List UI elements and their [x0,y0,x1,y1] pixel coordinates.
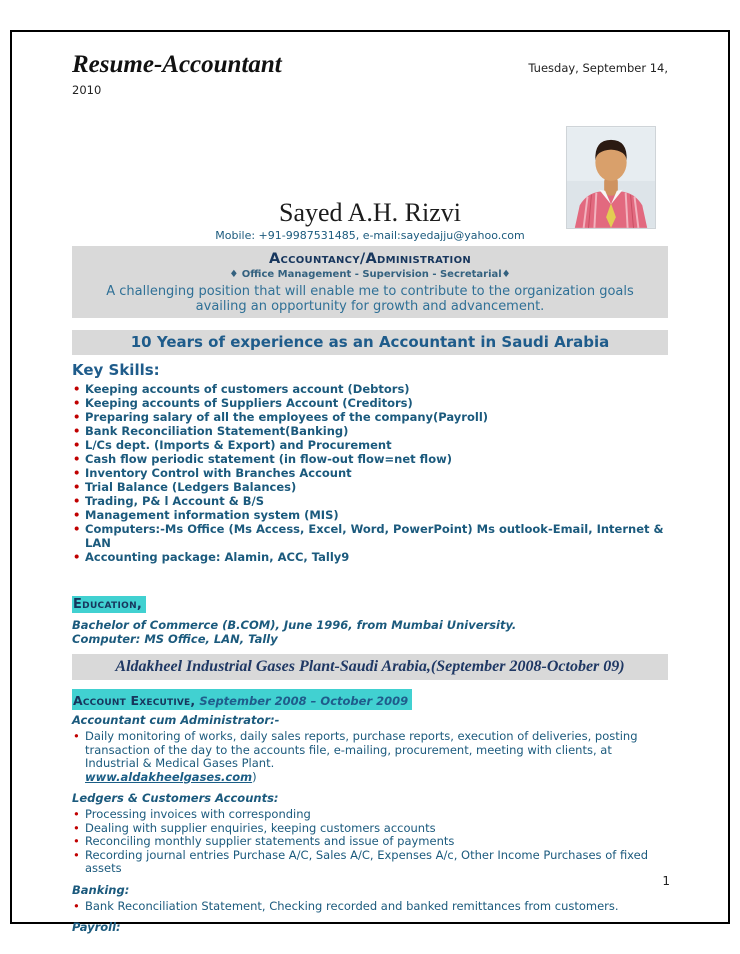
role-period: September 2008 – October 2009 [195,694,409,708]
portrait-illustration [567,127,655,228]
employer-banner: Aldakheel Industrial Gases Plant-Saudi Arabia,(September 2008-October 09) [72,654,668,680]
objective-title: Accountancy/Administration [268,251,472,267]
link-suffix: ) [252,769,257,784]
ledger-item: • Processing invoices with corresponding [72,808,668,822]
duty-item [72,730,668,784]
contact-line: Mobile: +91-9987531485, e-mail:sayedajju@yahoo.com [215,229,525,242]
print-date: Tuesday, September 14, [528,61,668,75]
objective-box [72,246,668,318]
skill-item: • Cash flow periodic statement (in flow-out flow=net flow) [72,452,668,466]
skill-item: • Keeping accounts of customers account (Debtors) [72,382,668,396]
ledger-item: • Recording journal entries Purchase A/C, Sales A/C, Expenses A/c, Other Income Purchases of fixed assets [72,849,668,876]
aldakheelgases-link[interactable]: www.aldakheelgases.com [85,769,253,784]
ledgers-heading: Ledgers & Customers Accounts: [72,791,279,805]
ledger-item: • Dealing with supplier enquiries, keeping customers accounts [72,822,668,836]
skill-item: • Inventory Control with Branches Account [72,466,668,480]
skill-item: • Trading, P& l Account & B/S [72,494,668,508]
role-heading [72,691,668,710]
objective-subtitle: ♦ Office Management - Supervision - Secretarial♦ [229,269,511,280]
skill-item: • Accounting package: Alamin, ACC, Tally9 [72,550,668,564]
payroll-heading: Payroll: [72,920,121,934]
duty-text: Daily monitoring of works, daily sales reports, purchase reports, execution of deliveries, posting transaction of the day to the accounts file, e-mailing, procurement, meeting with clients, at Industrial & Medical Gases Plant. [85,729,638,770]
objective-text: A challenging position that will enable me to contribute to the organization goals availing an opportunity for growth and advancement. [106,284,634,314]
banking-list [72,900,668,914]
skill-item: • Management information system (MIS) [72,508,668,522]
education-heading: Education, [72,596,146,613]
key-skills-list [72,382,668,564]
candidate-name: Sayed A.H. Rizvi [279,198,461,227]
skill-item: • Keeping accounts of Suppliers Account (Creditors) [72,396,668,410]
print-date-year: 2010 [72,83,102,97]
role-title: Account Executive, [73,693,196,708]
skill-item: • Preparing salary of all the employees of the company(Payroll) [72,410,668,424]
profile-photo [566,126,656,229]
role-duties-list [72,730,668,784]
banking-item: • Bank Reconciliation Statement, Checking recorded and banked remittances from customers. [72,900,668,914]
banking-heading: Banking: [72,882,130,897]
skill-item: • Bank Reconciliation Statement(Banking) [72,424,668,438]
page-number: 1 [662,874,670,888]
ledgers-list [72,808,668,876]
experience-banner: 10 Years of experience as an Accountant in Saudi Arabia [72,330,668,355]
skill-item: • L/Cs dept. (Imports & Export) and Procurement [72,438,668,452]
skill-item: • Computers:-Ms Office (Ms Access, Excel, Word, PowerPoint) Ms outlook-Email, Internet & LAN [72,522,668,550]
education-degree: Bachelor of Commerce (B.COM), June 1996, from Mumbai University. [72,618,517,632]
education-computer: Computer: MS Office, LAN, Tally [72,632,278,646]
role-subtitle: Accountant cum Administrator:- [72,713,280,727]
document-title: Resume-Accountant [72,51,282,78]
print-header [72,50,668,80]
key-skills-heading: Key Skills: [72,361,160,379]
skill-item: • Trial Balance (Ledgers Balances) [72,480,668,494]
ledger-item: • Reconciling monthly supplier statements and issue of payments [72,835,668,849]
